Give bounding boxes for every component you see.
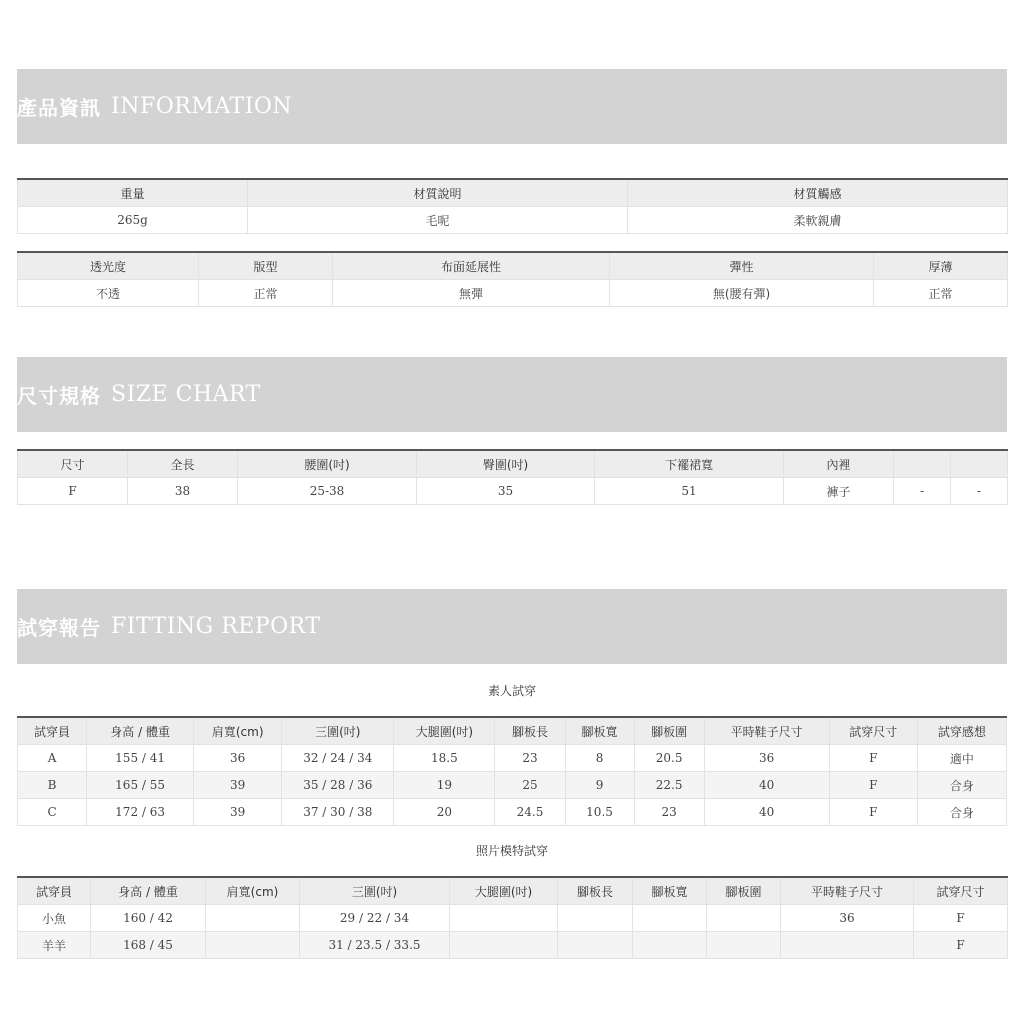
measurements-cell: 32 / 24 / 34	[282, 745, 394, 772]
header-stretch: 布面延展性	[333, 252, 610, 280]
try-size-cell: F	[829, 745, 917, 772]
table-row	[18, 772, 1007, 799]
header-measurements: 三圍(吋)	[282, 717, 394, 745]
value-hip: 35	[417, 478, 595, 505]
header-foot-girth: 腳板圍	[634, 717, 704, 745]
shoe-size-cell	[781, 932, 914, 959]
foot-length-cell	[558, 905, 633, 932]
try-size-cell: F	[829, 772, 917, 799]
shoe-size-cell: 40	[704, 799, 829, 826]
foot-width-cell: 10.5	[565, 799, 634, 826]
thigh-cell	[450, 905, 558, 932]
value-opacity: 不透	[18, 280, 199, 307]
shoulder-cell: 39	[194, 772, 282, 799]
header-hip: 臀圍(吋)	[417, 450, 595, 478]
measurements-cell: 37 / 30 / 38	[282, 799, 394, 826]
header-height-weight: 身高 / 體重	[87, 717, 194, 745]
foot-width-cell: 9	[565, 772, 634, 799]
foot-girth-cell	[707, 905, 781, 932]
foot-girth-cell: 22.5	[634, 772, 704, 799]
fitting-report-title-en: FITTING REPORT	[111, 614, 321, 639]
value-thickness: 正常	[874, 280, 1008, 307]
fitter-cell: 小魚	[18, 905, 91, 932]
value-hem-width: 51	[595, 478, 784, 505]
shoulder-cell: 36	[194, 745, 282, 772]
value-elasticity: 無(腰有彈)	[610, 280, 874, 307]
value-weight: 265g	[18, 207, 248, 234]
fitting-report-title-zh: 試穿報告	[17, 616, 101, 640]
thigh-cell: 19	[394, 772, 495, 799]
thigh-cell: 18.5	[394, 745, 495, 772]
feedback-cell: 合身	[917, 799, 1006, 826]
fitter-cell: A	[18, 745, 87, 772]
header-opacity: 透光度	[18, 252, 199, 280]
header-try-size: 試穿尺寸	[829, 717, 917, 745]
foot-girth-cell: 20.5	[634, 745, 704, 772]
feedback-cell: 合身	[917, 772, 1006, 799]
measurements-cell: 35 / 28 / 36	[282, 772, 394, 799]
feedback-cell: 適中	[917, 745, 1006, 772]
header-elasticity: 彈性	[610, 252, 874, 280]
header-weight: 重量	[18, 179, 248, 207]
header-foot-width: 腳板寬	[633, 877, 707, 905]
header-texture: 材質觸感	[628, 179, 1008, 207]
shoulder-cell	[206, 932, 300, 959]
measurements-cell: 29 / 22 / 34	[300, 905, 450, 932]
property-table	[17, 251, 1008, 307]
size-chart-title-zh: 尺寸規格	[17, 384, 101, 408]
fitter-cell: B	[18, 772, 87, 799]
header-material: 材質說明	[248, 179, 628, 207]
header-fitter: 試穿員	[18, 717, 87, 745]
value-fit: 正常	[199, 280, 333, 307]
header-shoe-size: 平時鞋子尺寸	[781, 877, 914, 905]
header-shoulder: 肩寬(cm)	[206, 877, 300, 905]
shoe-size-cell: 36	[704, 745, 829, 772]
header-shoe-size: 平時鞋子尺寸	[704, 717, 829, 745]
table-row	[18, 932, 1008, 959]
foot-width-cell	[633, 905, 707, 932]
value-extra-2: -	[951, 478, 1008, 505]
table-row	[18, 745, 1007, 772]
amateur-fitting-table	[17, 716, 1007, 826]
foot-width-cell: 8	[565, 745, 634, 772]
thigh-cell	[450, 932, 558, 959]
foot-girth-cell: 23	[634, 799, 704, 826]
height-weight-cell: 168 / 45	[91, 932, 206, 959]
header-fitter: 試穿員	[18, 877, 91, 905]
header-shoulder: 肩寬(cm)	[194, 717, 282, 745]
size-chart-title-en: SIZE CHART	[111, 382, 261, 407]
size-chart-header	[17, 357, 1007, 432]
foot-length-cell: 23	[495, 745, 565, 772]
header-foot-width: 腳板寬	[565, 717, 634, 745]
foot-length-cell: 24.5	[495, 799, 565, 826]
header-lining: 內裡	[784, 450, 894, 478]
header-foot-length: 腳板長	[558, 877, 633, 905]
amateur-caption: 素人試穿	[487, 684, 536, 698]
try-size-cell: F	[914, 905, 1008, 932]
information-header	[17, 69, 1007, 144]
header-foot-length: 腳板長	[495, 717, 565, 745]
shoe-size-cell: 36	[781, 905, 914, 932]
header-measurements: 三圍(吋)	[300, 877, 450, 905]
table-row	[18, 905, 1008, 932]
height-weight-cell: 155 / 41	[87, 745, 194, 772]
table-row	[18, 799, 1007, 826]
size-table	[17, 449, 1008, 505]
header-length: 全長	[128, 450, 238, 478]
header-try-size: 試穿尺寸	[914, 877, 1008, 905]
model-fitting-table	[17, 876, 1008, 959]
header-foot-girth: 腳板圍	[707, 877, 781, 905]
material-table	[17, 178, 1008, 234]
header-empty-1	[894, 450, 951, 478]
shoulder-cell: 39	[194, 799, 282, 826]
shoulder-cell	[206, 905, 300, 932]
header-size: 尺寸	[18, 450, 128, 478]
header-hem-width: 下襬裙寬	[595, 450, 784, 478]
header-thickness: 厚薄	[874, 252, 1008, 280]
try-size-cell: F	[829, 799, 917, 826]
shoe-size-cell: 40	[704, 772, 829, 799]
header-height-weight: 身高 / 體重	[91, 877, 206, 905]
value-texture: 柔軟親膚	[628, 207, 1008, 234]
information-title-zh: 產品資訊	[17, 96, 101, 120]
value-extra-1: -	[894, 478, 951, 505]
measurements-cell: 31 / 23.5 / 33.5	[300, 932, 450, 959]
height-weight-cell: 172 / 63	[87, 799, 194, 826]
header-feedback: 試穿感想	[917, 717, 1006, 745]
header-waist: 腰圍(吋)	[238, 450, 417, 478]
foot-girth-cell	[707, 932, 781, 959]
thigh-cell: 20	[394, 799, 495, 826]
fitting-report-header	[17, 589, 1007, 664]
value-stretch: 無彈	[333, 280, 610, 307]
value-length: 38	[128, 478, 238, 505]
foot-width-cell	[633, 932, 707, 959]
value-lining: 褲子	[784, 478, 894, 505]
model-caption: 照片模特試穿	[475, 844, 548, 858]
header-thigh: 大腿圍(吋)	[450, 877, 558, 905]
value-waist: 25-38	[238, 478, 417, 505]
height-weight-cell: 160 / 42	[91, 905, 206, 932]
value-size: F	[18, 478, 128, 505]
foot-length-cell	[558, 932, 633, 959]
foot-length-cell: 25	[495, 772, 565, 799]
header-thigh: 大腿圍(吋)	[394, 717, 495, 745]
header-fit: 版型	[199, 252, 333, 280]
information-title-en: INFORMATION	[111, 94, 293, 119]
header-empty-2	[951, 450, 1008, 478]
value-material: 毛呢	[248, 207, 628, 234]
height-weight-cell: 165 / 55	[87, 772, 194, 799]
fitter-cell: 羊羊	[18, 932, 91, 959]
try-size-cell: F	[914, 932, 1008, 959]
fitter-cell: C	[18, 799, 87, 826]
